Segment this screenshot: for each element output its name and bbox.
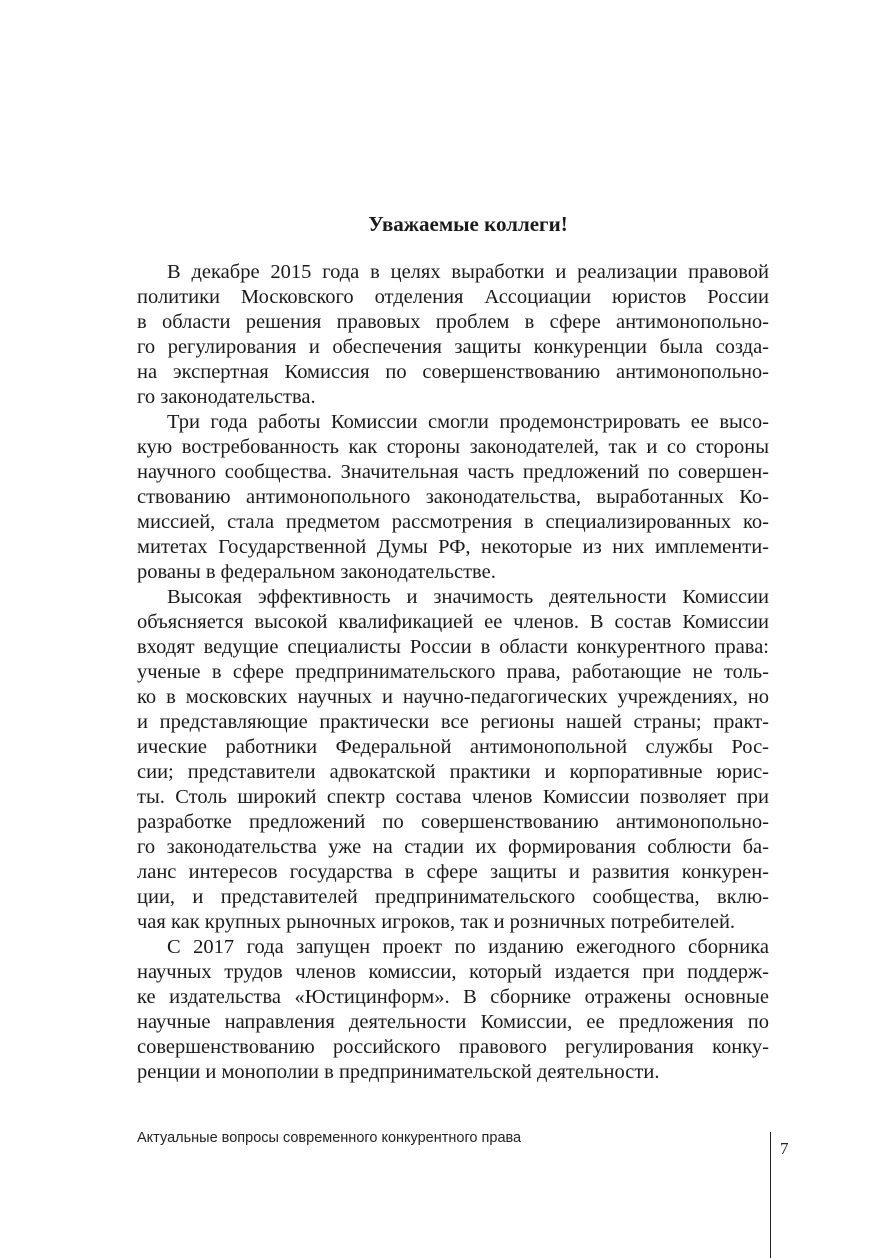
text-line: ренции и монополии в предпринимательской деятельности.: [137, 1061, 660, 1083]
text-line: Высокая эффективность и значимость деятельности Комиссии: [167, 586, 769, 608]
text-line: научного сообщества. Значительная часть предложений по совершен-: [137, 461, 769, 483]
page-title: Уважаемые коллеги!: [368, 212, 568, 236]
text-line: го законодательства уже на стадии их формирования соблюсти ба-: [137, 836, 769, 858]
text-line: ствованию антимонопольного законодательства, выработанных Ко-: [137, 486, 769, 508]
footer-divider: [770, 1132, 771, 1258]
text-line: и представляющие практически все регионы нашей страны; практ-: [137, 711, 769, 733]
text-line: рованы в федеральном законодательстве.: [137, 561, 496, 583]
text-line: объясняется высокой квалификацией ее членов. В состав Комиссии: [137, 611, 769, 633]
text-line: миссией, стала предметом рассмотрения в специализированных ко-: [137, 511, 769, 533]
text-line: ланс интересов государства в сфере защиты и развития конкурен-: [137, 861, 769, 883]
text-line: в области решения правовых проблем в сфере антимонопольно-: [137, 311, 769, 333]
text-line: митетах Государственной Думы РФ, некоторые из них имплементи-: [137, 536, 769, 558]
text-line: разработке предложений по совершенствованию антимонопольно-: [137, 811, 769, 833]
text-line: ко в московских научных и научно-педагогических учреждениях, но: [137, 686, 769, 708]
text-line: политики Московского отделения Ассоциации юристов России: [137, 286, 769, 308]
paragraph: [137, 410, 769, 585]
text-line: кую востребованность как стороны законодателей, так и со стороны: [137, 436, 769, 458]
text-line: ученые в сфере предпринимательского права, работающие не толь-: [137, 661, 769, 683]
text-line: совершенствованию российского правового регулирования конку-: [137, 1036, 769, 1058]
paragraph: [137, 585, 769, 935]
text-line: чая как крупных рыночных игроков, так и розничных потребителей.: [137, 911, 736, 933]
paragraph: [137, 260, 769, 410]
paragraph: [137, 935, 769, 1085]
text-line: научных трудов членов комиссии, который издается при поддерж-: [137, 961, 769, 983]
text-line: входят ведущие специалисты России в области конкурентного права:: [137, 636, 769, 658]
text-line: ке издательства «Юстицинформ». В сборнике отражены основные: [137, 986, 769, 1008]
text-line: сии; представители адвокатской практики и корпоративные юрис-: [137, 761, 769, 783]
text-line: ции, и представителей предпринимательского сообщества, вклю-: [137, 886, 769, 908]
page-number: 7: [780, 1139, 789, 1158]
text-line: ты. Столь широкий спектр состава членов Комиссии позволяет при: [137, 786, 769, 808]
text-line: В декабре 2015 года в целях выработки и реализации правовой: [167, 261, 769, 283]
text-line: го регулирования и обеспечения защиты конкуренции была созда-: [137, 336, 769, 358]
text-line: го законодательства.: [137, 386, 316, 408]
text-line: ические работники Федеральной антимонопольной службы Рос-: [137, 736, 769, 758]
body-text: [137, 260, 769, 1085]
text-line: Три года работы Комиссии смогли продемонстрировать ее высо-: [167, 411, 769, 433]
running-footer-title: Актуальные вопросы современного конкурентного права: [137, 1130, 522, 1146]
text-line: С 2017 года запущен проект по изданию ежегодного сборника: [167, 936, 769, 958]
text-line: на экспертная Комиссия по совершенствованию антимонопольно-: [137, 361, 769, 383]
text-line: научные направления деятельности Комиссии, ее предложения по: [137, 1011, 769, 1033]
